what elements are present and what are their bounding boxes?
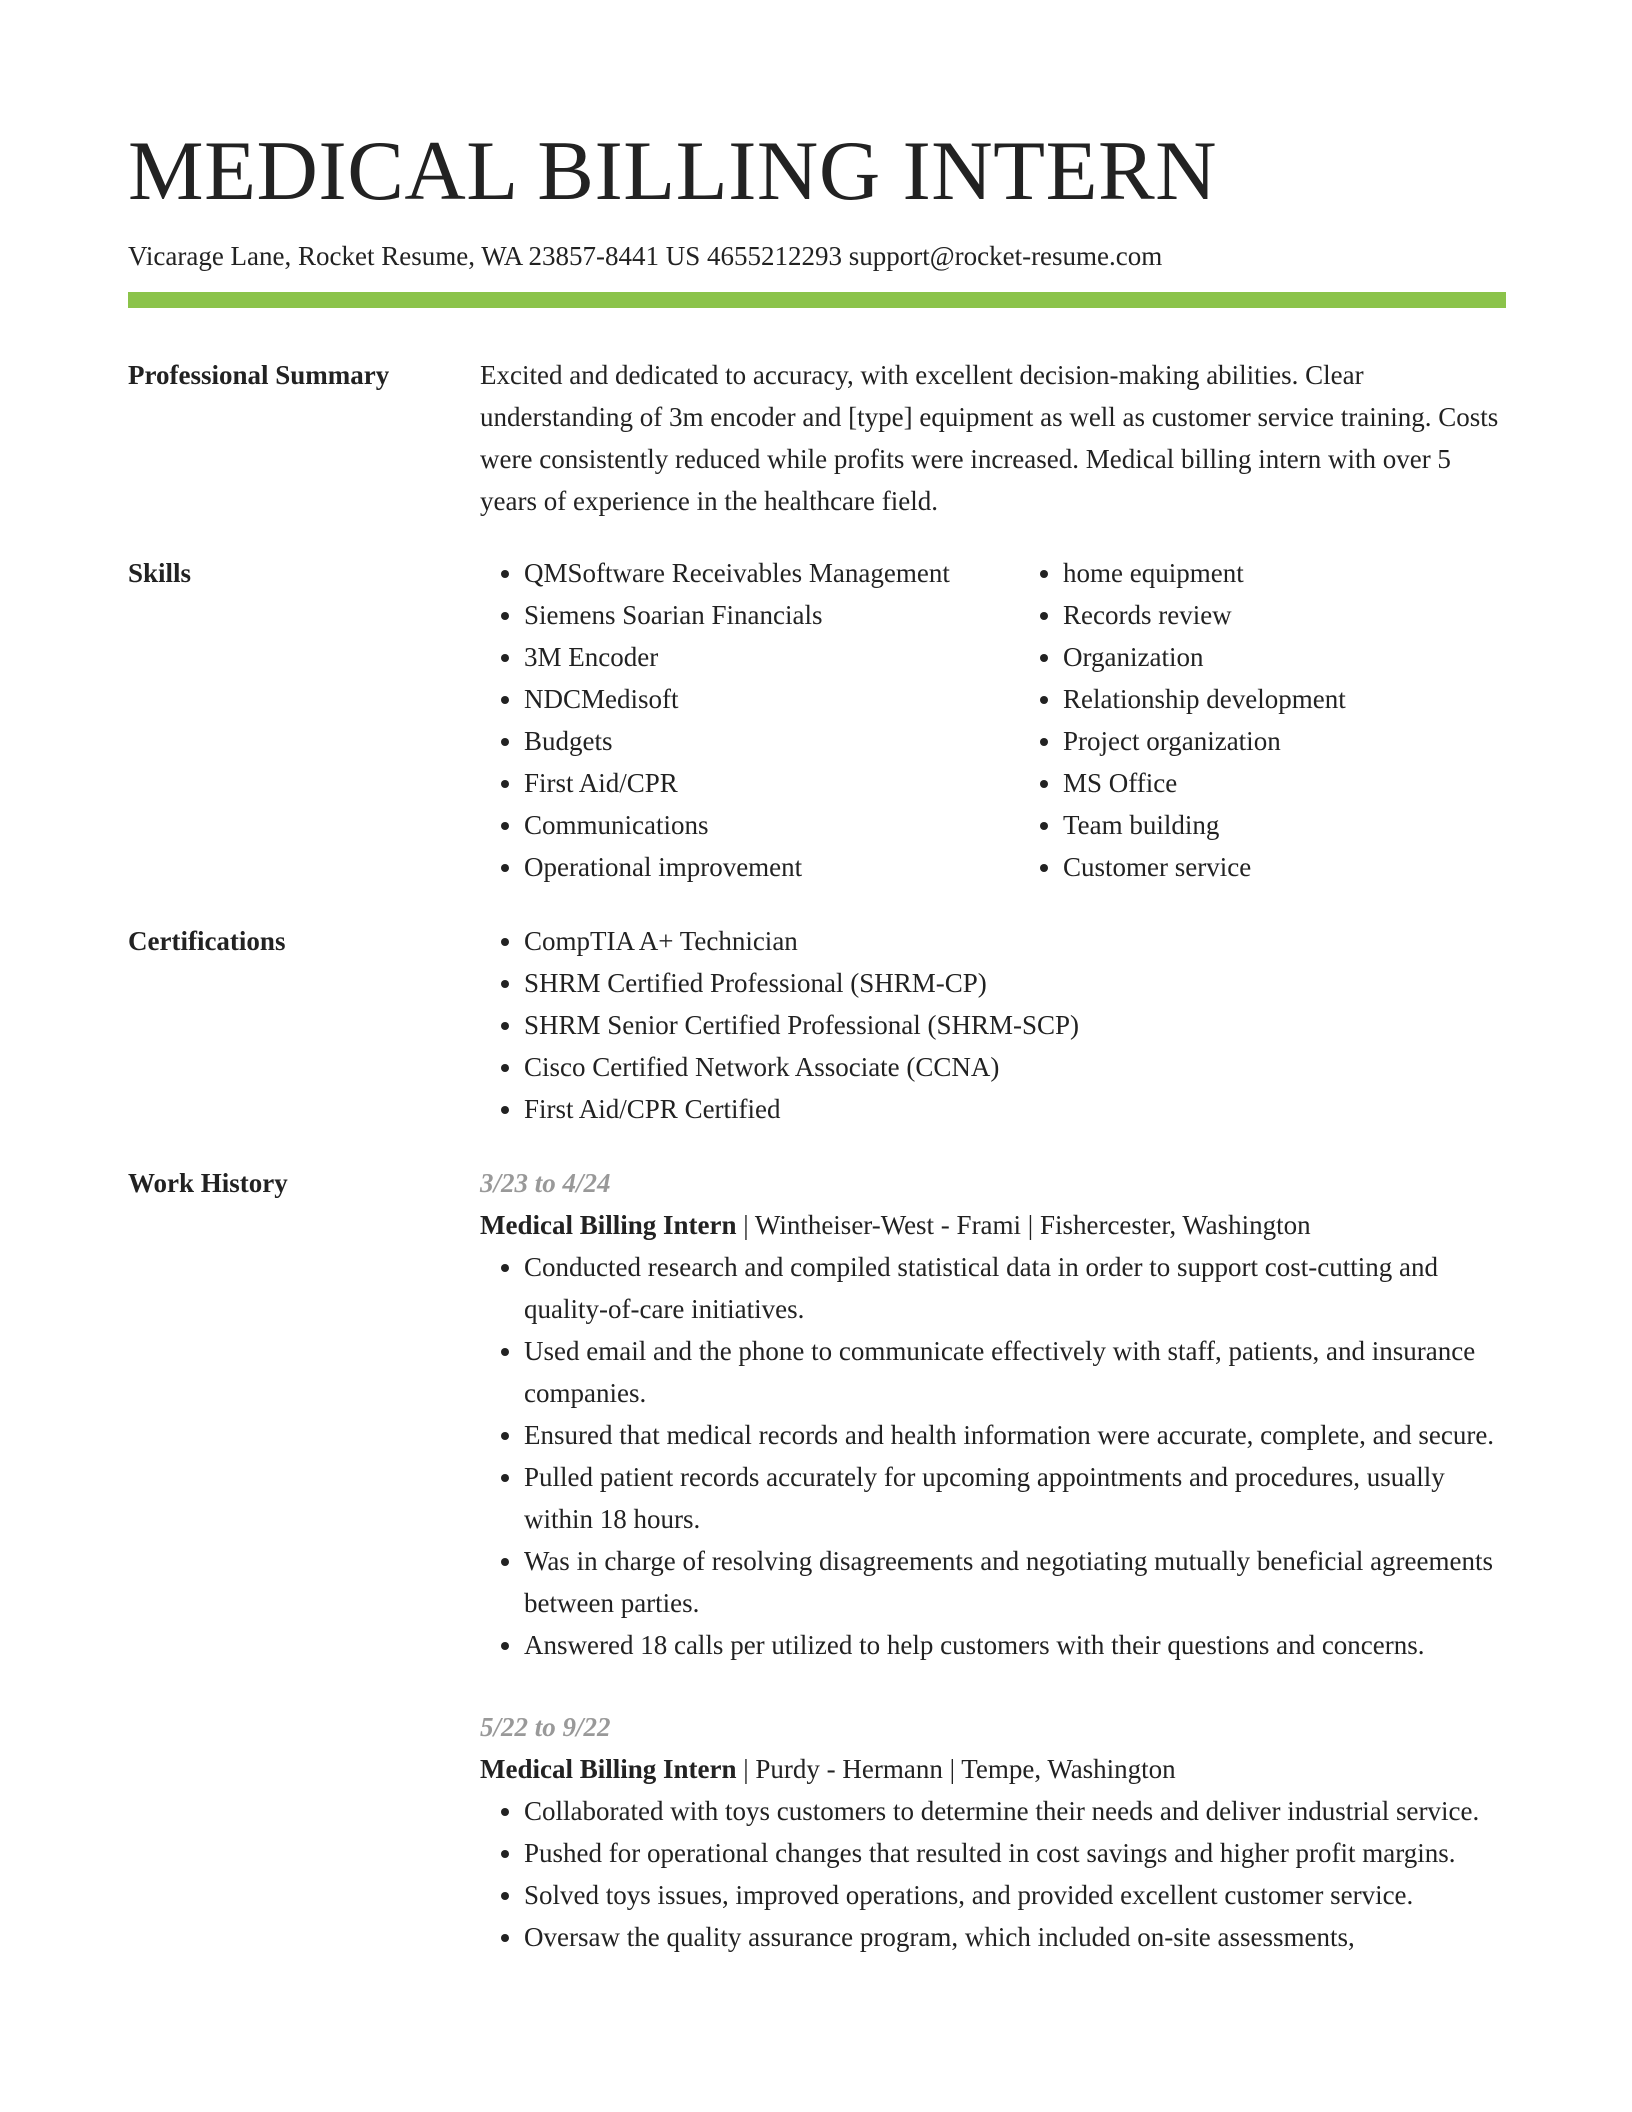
list-item: • Ensured that medical records and health information were accurate, complete, and secure. — [524, 1414, 1506, 1456]
job-bullets — [480, 1790, 1506, 1958]
list-item: • Project organization — [1063, 720, 1506, 762]
list-item: • Conducted research and compiled statistical data in order to support cost-cutting and quality-of-care initiatives. — [524, 1246, 1506, 1330]
job-entry — [480, 1706, 1506, 1958]
list-item: • Communications — [524, 804, 1029, 846]
skills-label: Skills — [128, 558, 192, 588]
list-item: • CompTIA A+ Technician — [524, 920, 1506, 962]
list-item: • Collaborated with toys customers to determine their needs and deliver industrial service. — [524, 1790, 1506, 1832]
list-item: • Relationship development — [1063, 678, 1506, 720]
list-item: • Siemens Soarian Financials — [524, 594, 1029, 636]
job-title: Medical Billing Intern — [480, 1754, 737, 1784]
list-item: • Pushed for operational changes that resulted in cost savings and higher profit margins. — [524, 1832, 1506, 1874]
list-item: • QMSoftware Receivables Management — [524, 552, 1029, 594]
certifications-section — [128, 920, 1506, 1130]
skills-list-column-1 — [480, 552, 1029, 888]
list-item: • Cisco Certified Network Associate (CCNA) — [524, 1046, 1506, 1088]
job-heading — [480, 1204, 1506, 1246]
skills-section — [128, 552, 1506, 888]
list-item: • Operational improvement — [524, 846, 1029, 888]
list-item: • Was in charge of resolving disagreements and negotiating mutually beneficial agreements between parties. — [524, 1540, 1506, 1624]
list-item: • MS Office — [1063, 762, 1506, 804]
list-item: • Organization — [1063, 636, 1506, 678]
skills-list-column-2 — [1029, 552, 1506, 888]
job-bullets — [480, 1246, 1506, 1666]
job-dates: 5/22 to 9/22 — [480, 1712, 611, 1742]
list-item: • Oversaw the quality assurance program, which included on-site assessments, — [524, 1916, 1506, 1958]
job-entry — [480, 1162, 1506, 1666]
list-item: • Customer service — [1063, 846, 1506, 888]
job-employer-location: | Purdy - Hermann | Tempe, Washington — [736, 1754, 1176, 1784]
list-item: • First Aid/CPR Certified — [524, 1088, 1506, 1130]
list-item: • SHRM Certified Professional (SHRM-CP) — [524, 962, 1506, 1004]
list-item: • Answered 18 calls per utilized to help customers with their questions and concerns. — [524, 1624, 1506, 1666]
resume-page — [128, 0, 1506, 1958]
header-divider — [128, 292, 1506, 308]
job-heading — [480, 1748, 1506, 1790]
contact-info: Vicarage Lane, Rocket Resume, WA 23857-8441 US 4655212293 support@rocket-resume.com — [128, 241, 1163, 271]
list-item: • NDCMedisoft — [524, 678, 1029, 720]
list-item: • First Aid/CPR — [524, 762, 1029, 804]
list-item: • 3M Encoder — [524, 636, 1029, 678]
list-item: • Team building — [1063, 804, 1506, 846]
list-item: • home equipment — [1063, 552, 1506, 594]
summary-text: Excited and dedicated to accuracy, with excellent decision-making abilities. Clear understanding of 3m encoder and [type] equipment as well as customer service training. Costs were consistently reduced while profits were increased. Medical billing intern with over 5 years of experience in the healthcare field. — [480, 360, 1499, 516]
summary-section — [128, 354, 1506, 522]
candidate-name: MEDICAL BILLING INTERN — [128, 124, 1218, 218]
list-item: • Records review — [1063, 594, 1506, 636]
job-dates: 3/23 to 4/24 — [480, 1168, 611, 1198]
list-item: • Used email and the phone to communicate effectively with staff, patients, and insurance companies. — [524, 1330, 1506, 1414]
list-item: • SHRM Senior Certified Professional (SHRM-SCP) — [524, 1004, 1506, 1046]
list-item: • Budgets — [524, 720, 1029, 762]
certifications-list — [480, 920, 1506, 1130]
job-employer-location: | Wintheiser-West - Frami | Fishercester, Washington — [736, 1210, 1311, 1240]
work-history-section — [128, 1162, 1506, 1958]
certifications-label: Certifications — [128, 926, 286, 956]
summary-label: Professional Summary — [128, 360, 390, 390]
list-item: • Solved toys issues, improved operations, and provided excellent customer service. — [524, 1874, 1506, 1916]
job-title: Medical Billing Intern — [480, 1210, 737, 1240]
list-item: • Pulled patient records accurately for upcoming appointments and procedures, usually within 18 hours. — [524, 1456, 1506, 1540]
work-history-label: Work History — [128, 1168, 288, 1198]
